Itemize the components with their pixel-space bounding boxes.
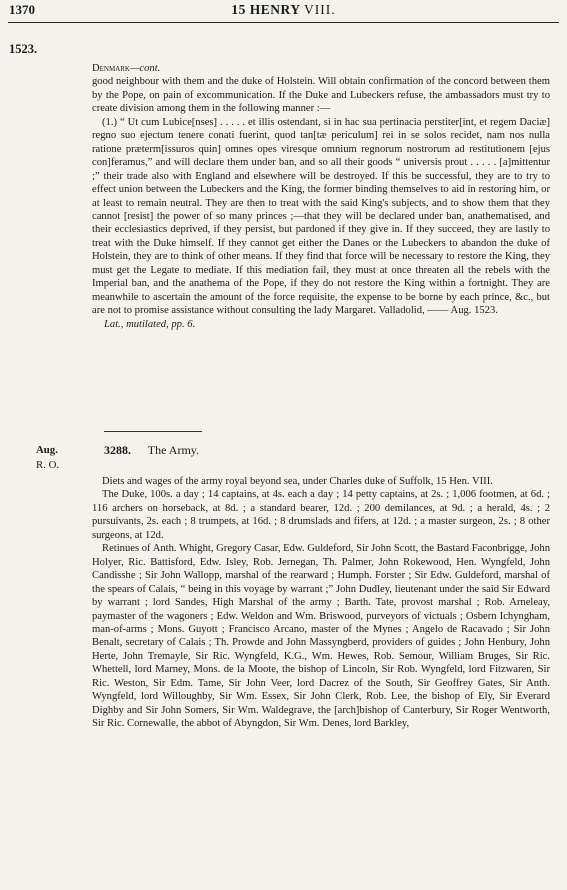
- source-note: Lat., mutilated, pp. 6.: [104, 318, 196, 330]
- header-rule: [8, 22, 559, 23]
- paragraph: good neighbour with them and the duke of Holstein. Will obtain confirmation of the concord between them by the Pope, on pain of excommunication. If the Duke and Lubeckers refuse, the ambassadors must try to create division among them in the following manner :—: [92, 76, 550, 115]
- entry-heading: [104, 443, 199, 458]
- entry-body: [92, 475, 550, 731]
- library-stamp-watermark: [520, 535, 540, 865]
- section-heading-name: Denmark: [92, 63, 130, 74]
- running-head: [0, 2, 567, 18]
- paragraph: Diets and wages of the army royal beyond sea, under Charles duke of Suffolk, 15 Hen. VIII.: [102, 476, 493, 487]
- entry-title: The Army.: [147, 443, 200, 457]
- section-heading-cont: —cont.: [130, 63, 161, 74]
- entry-margin-date: Aug.: [36, 444, 58, 456]
- section-divider: [104, 431, 202, 432]
- page-number: 1370: [9, 2, 35, 17]
- section-denmark: [92, 62, 550, 331]
- running-head-title: 15 HENRY: [231, 2, 301, 17]
- year-margin: 1523.: [9, 42, 38, 56]
- entry-margin-source: R. O.: [36, 459, 60, 471]
- page-header: [0, 0, 567, 20]
- entry-number: 3288.: [104, 443, 131, 457]
- paragraph: The Duke, 100s. a day ; 14 captains, at 4s. each a day ; 14 petty captains, at 2s. ; 1,006 footmen, at 6d. ; 116 archers on horseback, at 8d. ; a standard bearer, 12d. ; 200 demilances, at 9d. ; a herald, 4s. ; 2 pursuivants, 2s. each ; 8 trumpets, at 16d. ; 8 drumslads and fifers, at 12d. ; a master surgeon, 2s. ; 8 other surgeons, at 12d.: [92, 489, 550, 541]
- paragraph: (1.) “ Ut cum Lubice[nses] . . . . . et illis ostendant, si in hac sua pertinacia perstiter[int, et regem Daciæ] regno suo ejectum tenere conati fuerint, quod tan[tæ periculum] rei in se solos recidet, nam nos nulla ratione præterm[issuros quin] omnes opes viresque omnium regnorum nostrorum ad restitutionem [ejus con]feramus,” and will declare them under ban, and so all their goods “ universis prout . . . . . [a]mittentur ;” their trade also with England and elsewhere will be destroyed. If this be successful, they are to try to effect union between the Lubeckers and the King, the former binding themselves to aid in restoring him, or at least to remain neutral. They are then to treat with the said King's subjects, and to show them that they cannot [resist] the power of so many princes ;—that they will be declared under ban, anathematised, and their ecclesiastics deprived, if they persist, but pardoned if they give in. If they succeed, they are lastly to treat with the Duke himself. If they cannot get either the Danes or the Lubeckers to abandon the duke of Holstein, they are to think of other means. If they find that force will be necessary to restore the King, they must get the Legate to mediate. If this mediation fail, they must at once threaten all the rebels with the Imperial ban, and the anathema of the Pope, if they do not restore the King within a fortnight. They are meanwhile to ascertain the amount of the force requisite, the expense to be borne by each prince, &c., but are not to promise assistance without consulting the lady Margaret. Valladolid, —— Aug. 1523.: [92, 116, 550, 317]
- running-head-suffix: VIII.: [303, 2, 336, 17]
- section-heading: [92, 62, 550, 75]
- paragraph: Retinues of Anth. Whight, Gregory Casar, Edw. Guldeford, Sir John Scott, the Bastard Faconbrigge, John Holyer, Ric. Battisford, Edw. Isley, Rob. Jernegan, Th. Palmer, John Rokewood, Hen. Wyngfeld, John Candisshe ; Sir John Wallopp, marshal of the rearward ; Humph. Forster ; Sir Edw. Guldeford, marshal of the spears of Calais, “ being in this voyage by warrant ;” John Dudley, lieutenant under the said Sir Edward by warrant ; lord Sandes, High Marshal of the army ; Barth. Tate, provost marshal ; Rob. Arneleay, paymaster of the wagoners ; Edw. Weldon and Wm. Briswood, purveyors of victuals ; Osbern Ichyngham, man-of-arms ; Mons. Guyott ; Francisco Arcano, master of the Mynes ; Angelo de Racavado ; Sir John Benalt, secretary of Calais ; Th. Prowde and John Massyngberd, providers of guides ; John Henbury, John Herte, John Tremayle, Sir Ric. Wyngfeld, K.G., Wm. Hewes, Rob. Semour, William Bruges, Sir Ric. Whettell, lord Marney, Mons. de la Moote, the bishop of Lincoln, Sir Rob. Wyngfeld, lord Fitzwaren, Sir Ric. Weston, Sir Edm. Tame, Sir John Veer, lord Dacrez of the South, Sir Geoffrey Gates, Sir Anth. Wyngfeld, lord Willoughby, Sir Wm. Essex, Sir John Clerk, Rob. Lee, the bishop of Ely, Sir Everard Dighby and Sir John Somers, Sir Wm. Waldegrave, the [arch]bishop of Canterbury, Sir Roger Wentworth, Sir Ric. Cornewalle, the abbot of Abyngdon, Sir Wm. Denes, lord Barkley,: [92, 543, 550, 730]
